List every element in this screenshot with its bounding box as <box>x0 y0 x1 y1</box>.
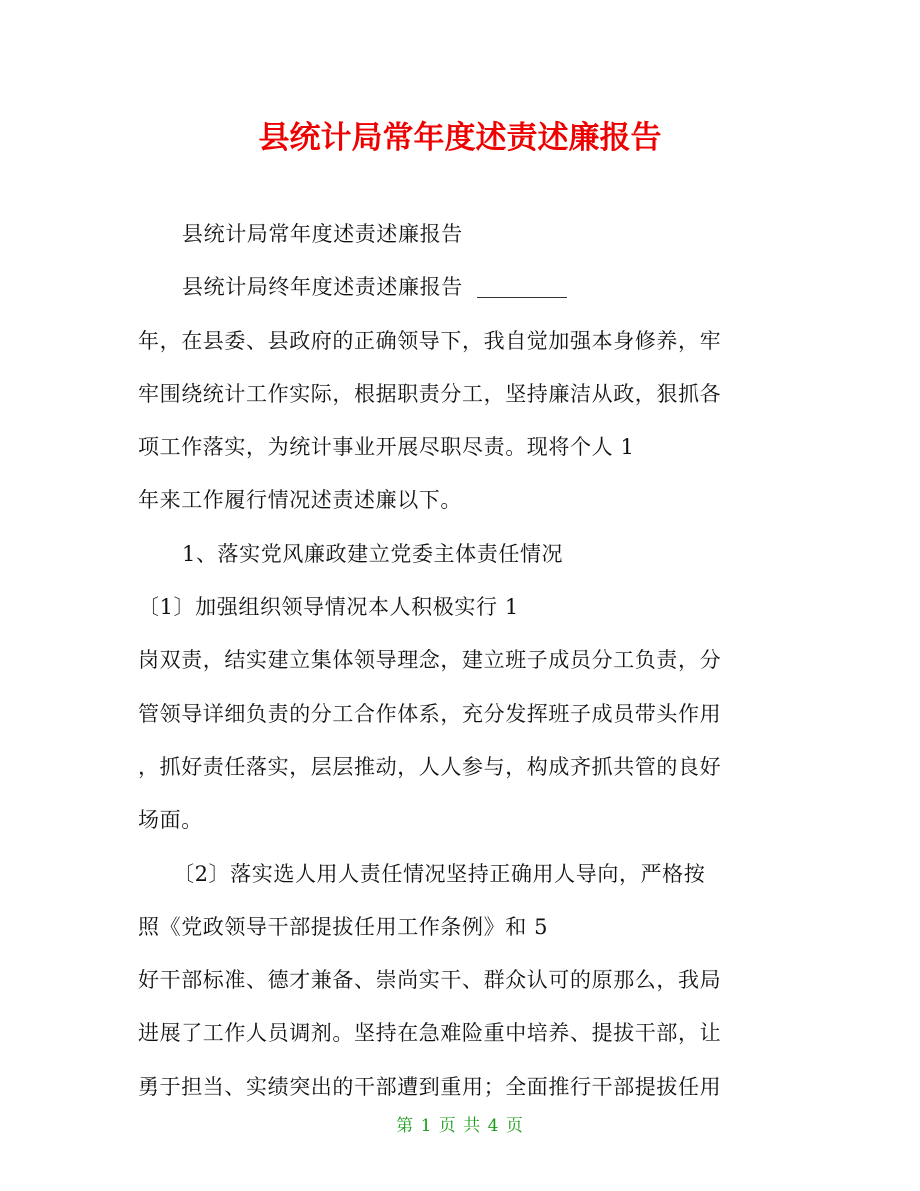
paragraph-line: 年，在县委、县政府的正确领导下，我自觉加强本身修养，牢 <box>138 328 722 353</box>
paragraph-line: 好干部标准、德才兼备、崇尚实干、群众认可的原那么，我局 <box>138 968 722 993</box>
section-heading: 1、落实党风廉政建立党委主体责任情况 <box>182 541 564 566</box>
page-number-footer: 第 1 页 共 4 页 <box>396 1116 524 1136</box>
paragraph-line-text: 县统计局终年度述责述廉报告 <box>182 275 463 300</box>
paragraph-line: 勇于担当、实绩突出的干部遭到重用；全面推行干部提拔任用 <box>138 1074 722 1099</box>
document-title: 县统计局常年度述责述廉报告 <box>258 120 662 156</box>
paragraph-line: 进展了工作人员调剂。坚持在急难险重中培养、提拔干部，让 <box>138 1021 722 1046</box>
paragraph-line: 项工作落实，为统计事业开展尽职尽责。现将个人 1 <box>138 435 635 460</box>
paragraph-line: 管领导详细负责的分工合作体系，充分发挥班子成员带头作用 <box>138 701 722 726</box>
blank-underline <box>477 271 567 298</box>
document-body <box>138 211 786 1117</box>
paragraph-line: 〔2〕落实选人用人责任情况坚持正确用人导向，严格按 <box>173 861 706 886</box>
paragraph-line <box>138 264 786 317</box>
paragraph-line: 牢围绕统计工作实际，根据职责分工，坚持廉洁从政，狠抓各 <box>138 381 722 406</box>
paragraph-line: 〔1〕加强组织领导情况本人积极实行 1 <box>138 595 519 620</box>
paragraph-line: 场面。 <box>138 808 203 833</box>
paragraph-line: 岗双责，结实建立集体领导理念，建立班子成员分工负责，分 <box>138 648 722 673</box>
paragraph-line: 照《党政领导干部提拔任用工作条例》和 5 <box>138 914 549 939</box>
paragraph-line: ，抓好责任落实，层层推动，人人参与，构成齐抓共管的良好 <box>138 754 722 779</box>
paragraph-line: 年来工作履行情况述责述廉以下。 <box>138 488 462 513</box>
paragraph-line: 县统计局常年度述责述廉报告 <box>182 222 463 246</box>
